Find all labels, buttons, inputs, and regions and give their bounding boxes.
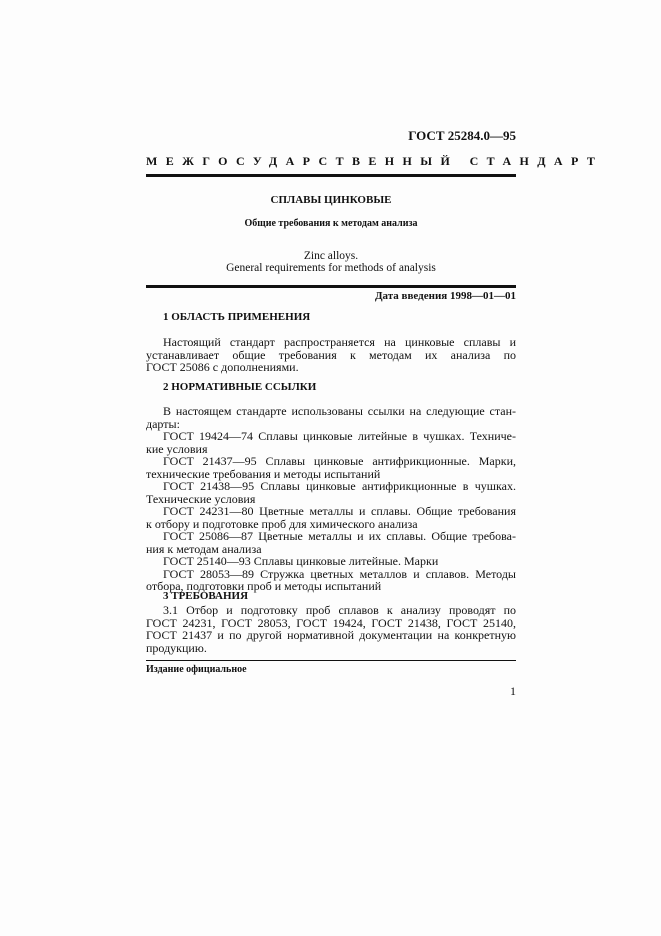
reference-line: Технические условия [146,491,256,506]
reference-line: ГОСТ 21437—95 Сплавы цинковые антифрикционные. Марки, [163,454,516,468]
title-rule [146,285,516,288]
reference-line: ГОСТ 25086—87 Цветные металлы и их сплавы. Общие требова- [163,529,516,543]
reference-line: ГОСТ 25140—93 Сплавы цинковые литейные. Марки [163,554,439,568]
reference-line: ния к методам анализа [146,541,262,556]
introduction-date: Дата введения 1998—01—01 [374,290,516,302]
reference-line: ГОСТ 19424—74 Сплавы цинковые литейные в чушках. Техниче- [163,429,516,443]
reference-line: ГОСТ 21438—95 Сплавы цинковые антифрикционные в чушках. [163,479,516,493]
reference-line: ГОСТ 28053—89 Стружка цветных металлов и сплавов. Методы [163,566,516,581]
document-subtitle: Общие требования к методам анализа [244,218,418,229]
text-line: 3.1 Отбор и подготовку проб сплавов к анализу проводят по [163,603,516,617]
english-title [146,250,516,274]
text-line: В настоящем стандарте использованы ссылки на следующие стан- [163,404,516,418]
reference-line: технические требования и методы испытаний [146,466,381,481]
text-line: продукцию. [146,640,207,655]
header-rule [146,174,516,177]
text-line: Настоящий стандарт распространяется на цинковые сплавы и [163,335,516,349]
text-line: ГОСТ 21437 и по другой нормативной документации на конкретную [146,628,516,642]
text-line: устанавливает общие требования к методам их анализа по [146,347,516,362]
section-heading: 3 ТРЕБОВАНИЯ [163,590,249,602]
section-3-body [146,604,516,654]
text-line: ГОСТ 24231, ГОСТ 28053, ГОСТ 19424, ГОСТ 21438, ГОСТ 25140, [146,615,516,630]
document-title: СПЛАВЫ ЦИНКОВЫЕ [270,194,392,206]
reference-line: ГОСТ 24231—80 Цветные металлы и сплавы. Общие требования [163,504,516,518]
reference-line: отбора, подготовки проб и методы испытаний [146,579,382,593]
reference-line: кие условия [146,441,208,456]
section-heading: 2 НОРМАТИВНЫЕ ССЫЛКИ [163,381,317,393]
footer-rule [146,660,516,661]
page-number: 1 [510,684,516,698]
english-title-line: General requirements for methods of analysis [226,262,436,274]
english-title-line: Zinc alloys. [303,250,359,262]
text-line: дарты: [146,416,180,431]
text-line: ГОСТ 25086 с дополнениями. [146,360,299,374]
standard-code: ГОСТ 25284.0—95 [408,128,516,143]
section-1-body [146,336,516,374]
interstate-standard-label: МЕЖГОСУДАРСТВЕННЫЙ СТАНДАРТ [146,154,604,168]
section-2-body [146,405,516,593]
reference-line: к отбору и подготовке проб для химического анализа [146,516,418,531]
section-heading: 1 ОБЛАСТЬ ПРИМЕНЕНИЯ [163,311,311,323]
official-edition-label: Издание официальное [146,664,247,675]
